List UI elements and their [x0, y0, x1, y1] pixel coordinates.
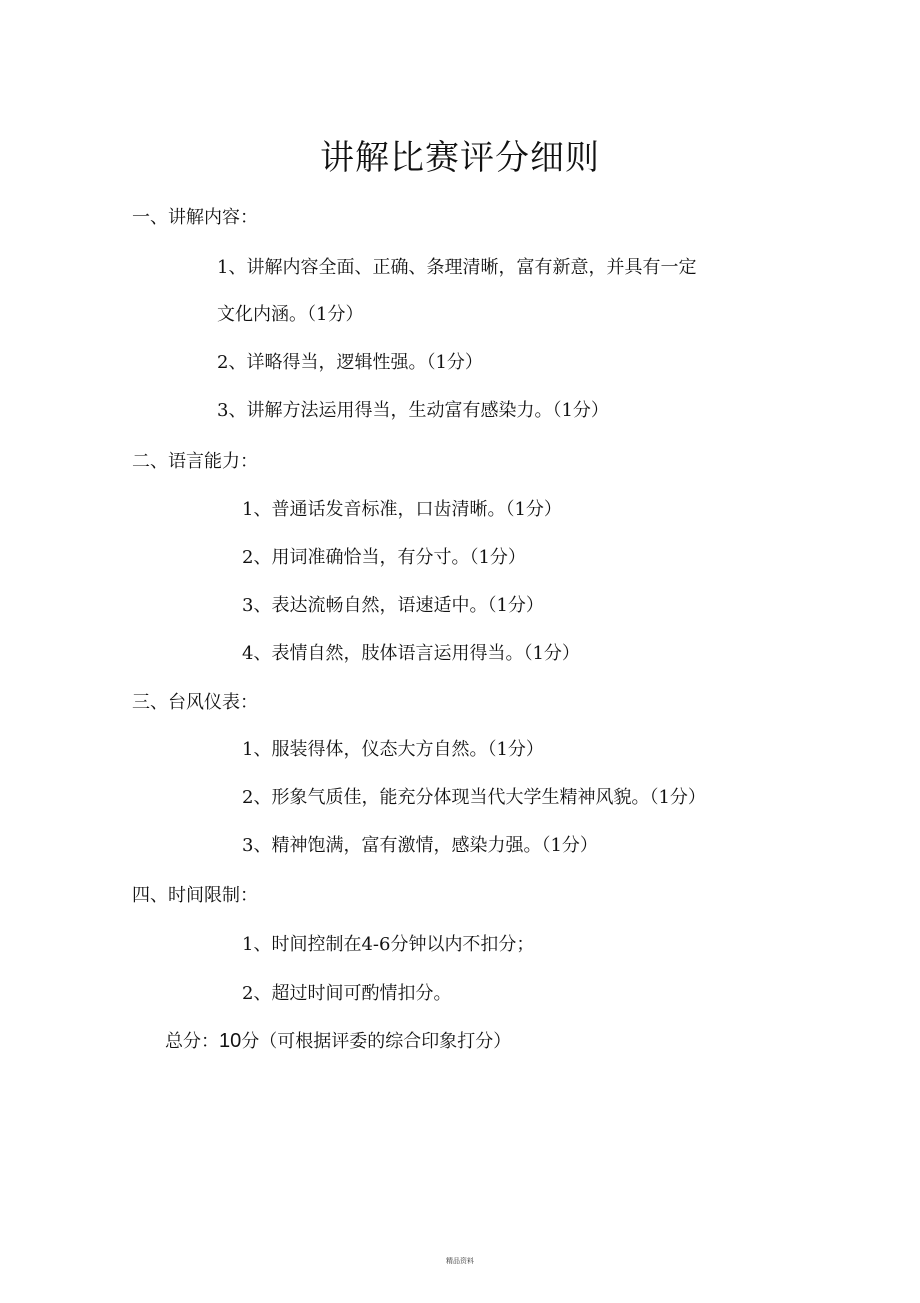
list-item: 2、超过时间可酌情扣分。 — [242, 983, 452, 1004]
document-title: 讲解比赛评分细则 — [320, 138, 600, 178]
list-item: 4、表情自然，肢体语言运用得当。（1分） — [242, 643, 580, 664]
list-item: 1、时间控制在4-6分钟以内不扣分； — [242, 934, 535, 955]
list-item: 2、形象气质佳，能充分体现当代大学生精神风貌。（1分） — [242, 787, 706, 808]
list-item: 文化内涵。（1分） — [217, 304, 364, 325]
list-item: 1、讲解内容全面、正确、条理清晰，富有新意，并具有一定 — [217, 257, 697, 278]
section-heading-content: 一、讲解内容： — [132, 207, 258, 228]
total-value: 10 — [219, 1030, 242, 1052]
section-heading-time: 四、时间限制： — [132, 885, 258, 906]
total-score — [165, 1029, 511, 1054]
list-item: 1、普通话发音标准，口齿清晰。（1分） — [242, 499, 562, 520]
list-item: 3、讲解方法运用得当，生动富有感染力。（1分） — [217, 400, 609, 421]
list-item: 3、表达流畅自然，语速适中。（1分） — [242, 595, 544, 616]
section-heading-appearance: 三、台风仪表： — [132, 692, 258, 713]
total-suffix: 分（可根据评委的综合印象打分） — [241, 1031, 512, 1052]
list-item: 3、精神饱满，富有激情，感染力强。（1分） — [242, 835, 598, 856]
page-footer: 精品资料 — [446, 1257, 474, 1265]
list-item: 1、服装得体，仪态大方自然。（1分） — [242, 739, 544, 760]
list-item: 2、详略得当，逻辑性强。（1分） — [217, 352, 483, 373]
section-heading-language: 二、语言能力： — [132, 451, 258, 472]
list-item: 2、用词准确恰当，有分寸。（1分） — [242, 547, 526, 568]
total-label: 总分： — [165, 1031, 219, 1052]
